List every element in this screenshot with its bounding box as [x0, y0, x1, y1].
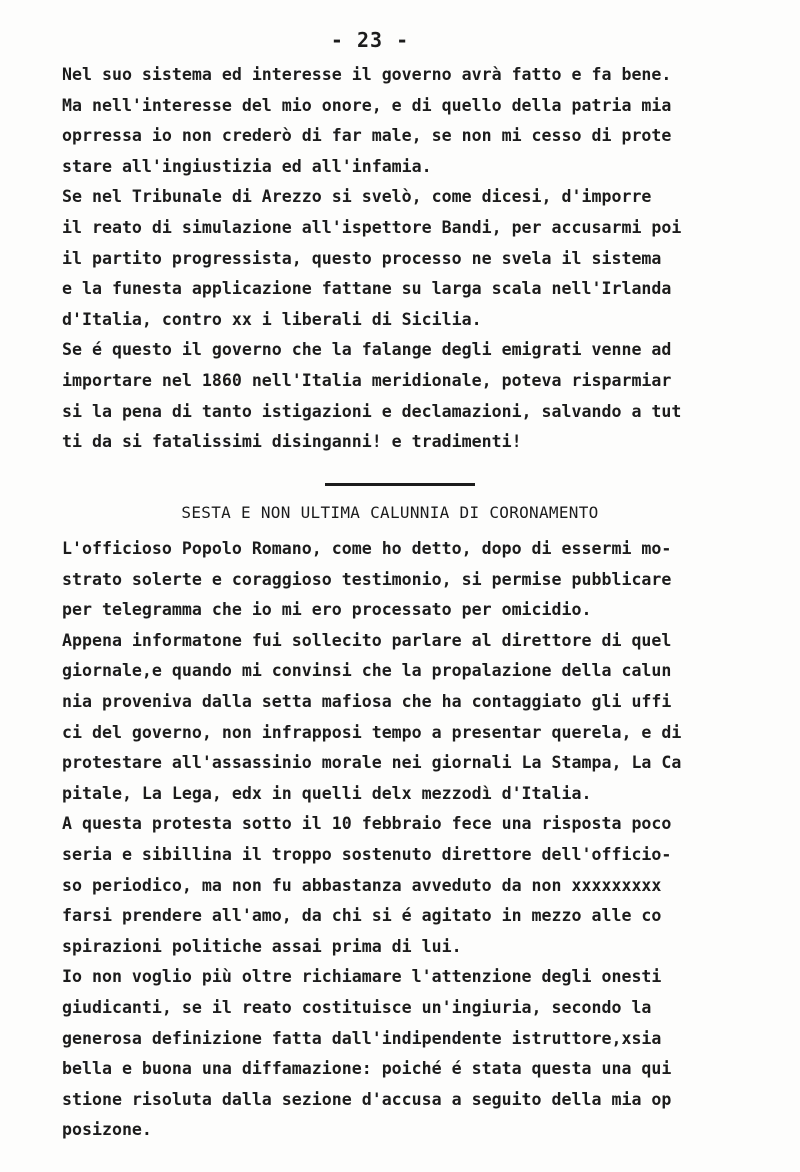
text-line: strato solerte e coraggioso testimonio, si permise pubblicare	[62, 569, 672, 589]
text-line: si la pena di tanto istigazioni e declamazioni, salvando a tut	[62, 401, 682, 421]
section-divider	[325, 483, 475, 486]
text-line: A questa protesta sotto il 10 febbraio fece una risposta poco	[62, 814, 672, 834]
text-line: bella e buona una diffamazione: poiché é stata questa una qui	[62, 1059, 672, 1079]
text-line: Appena informatone fui sollecito parlare al direttore di quel	[62, 630, 672, 650]
text-line: spirazioni politiche assai prima di lui.	[62, 936, 462, 956]
text-line: L'officioso Popolo Romano, come ho detto, dopo di essermi mo-	[62, 539, 672, 558]
paragraph-block-2	[62, 534, 782, 1146]
text-line: stare all'ingiustizia ed all'infamia.	[62, 156, 432, 176]
text-line: posizone.	[62, 1120, 152, 1140]
text-line: Io non voglio più oltre richiamare l'attenzione degli onesti	[62, 967, 662, 987]
text-line: nia proveniva dalla setta mafiosa che ha contaggiato gli uffi	[62, 691, 672, 711]
paragraph-block-1	[62, 60, 782, 458]
text-line: e la funesta applicazione fattane su larga scala nell'Irlanda	[62, 279, 672, 299]
text-line: d'Italia, contro xx i liberali di Sicilia.	[62, 309, 482, 329]
text-line: farsi prendere all'amo, da chi si é agitato in mezzo alle co	[62, 906, 662, 926]
text-line: protestare all'assassinio morale nei giornali La Stampa, La Ca	[62, 753, 682, 773]
text-line: Ma nell'interesse del mio onore, e di quello della patria mia	[62, 95, 672, 115]
text-line: giudicanti, se il reato costituisce un'ingiuria, secondo la	[62, 997, 652, 1017]
section-heading: SESTA E NON ULTIMA CALUNNIA DI CORONAMENTO	[181, 503, 599, 522]
text-line: stione risoluta dalla sezione d'accusa a seguito della mia op	[62, 1089, 672, 1109]
text-line: so periodico, ma non fu abbastanza avveduto da non xxxxxxxxx	[62, 875, 662, 895]
text-line: giornale,e quando mi convinsi che la propalazione della calun	[62, 661, 672, 681]
text-line: generosa definizione fatta dall'indipendente istruttore,xsia	[62, 1028, 662, 1048]
text-line: importare nel 1860 nell'Italia meridionale, poteva risparmiar	[62, 370, 672, 390]
text-line: ci del governo, non infrapposi tempo a presentar querela, e di	[62, 722, 682, 742]
text-line: oprressa io non crederò di far male, se non mi cesso di prote	[62, 126, 672, 146]
text-line: Se é questo il governo che la falange degli emigrati venne ad	[62, 340, 672, 360]
text-line: il reato di simulazione all'ispettore Bandi, per accusarmi poi	[62, 217, 682, 237]
text-line: pitale, La Lega, edx in quelli delx mezzodì d'Italia.	[62, 783, 592, 803]
text-line: seria e sibillina il troppo sostenuto direttore dell'officio-	[62, 844, 672, 864]
page-number: - 23 -	[330, 28, 410, 52]
text-line: per telegramma che io mi ero processato per omicidio.	[62, 600, 592, 620]
text-line: Nel suo sistema ed interesse il governo avrà fatto e fa bene.	[62, 65, 672, 84]
text-line: Se nel Tribunale di Arezzo si svelò, come dicesi, d'imporre	[62, 187, 652, 207]
text-line: il partito progressista, questo processo ne svela il sistema	[62, 248, 662, 268]
text-line: ti da si fatalissimi disinganni! e tradimenti!	[62, 432, 522, 452]
